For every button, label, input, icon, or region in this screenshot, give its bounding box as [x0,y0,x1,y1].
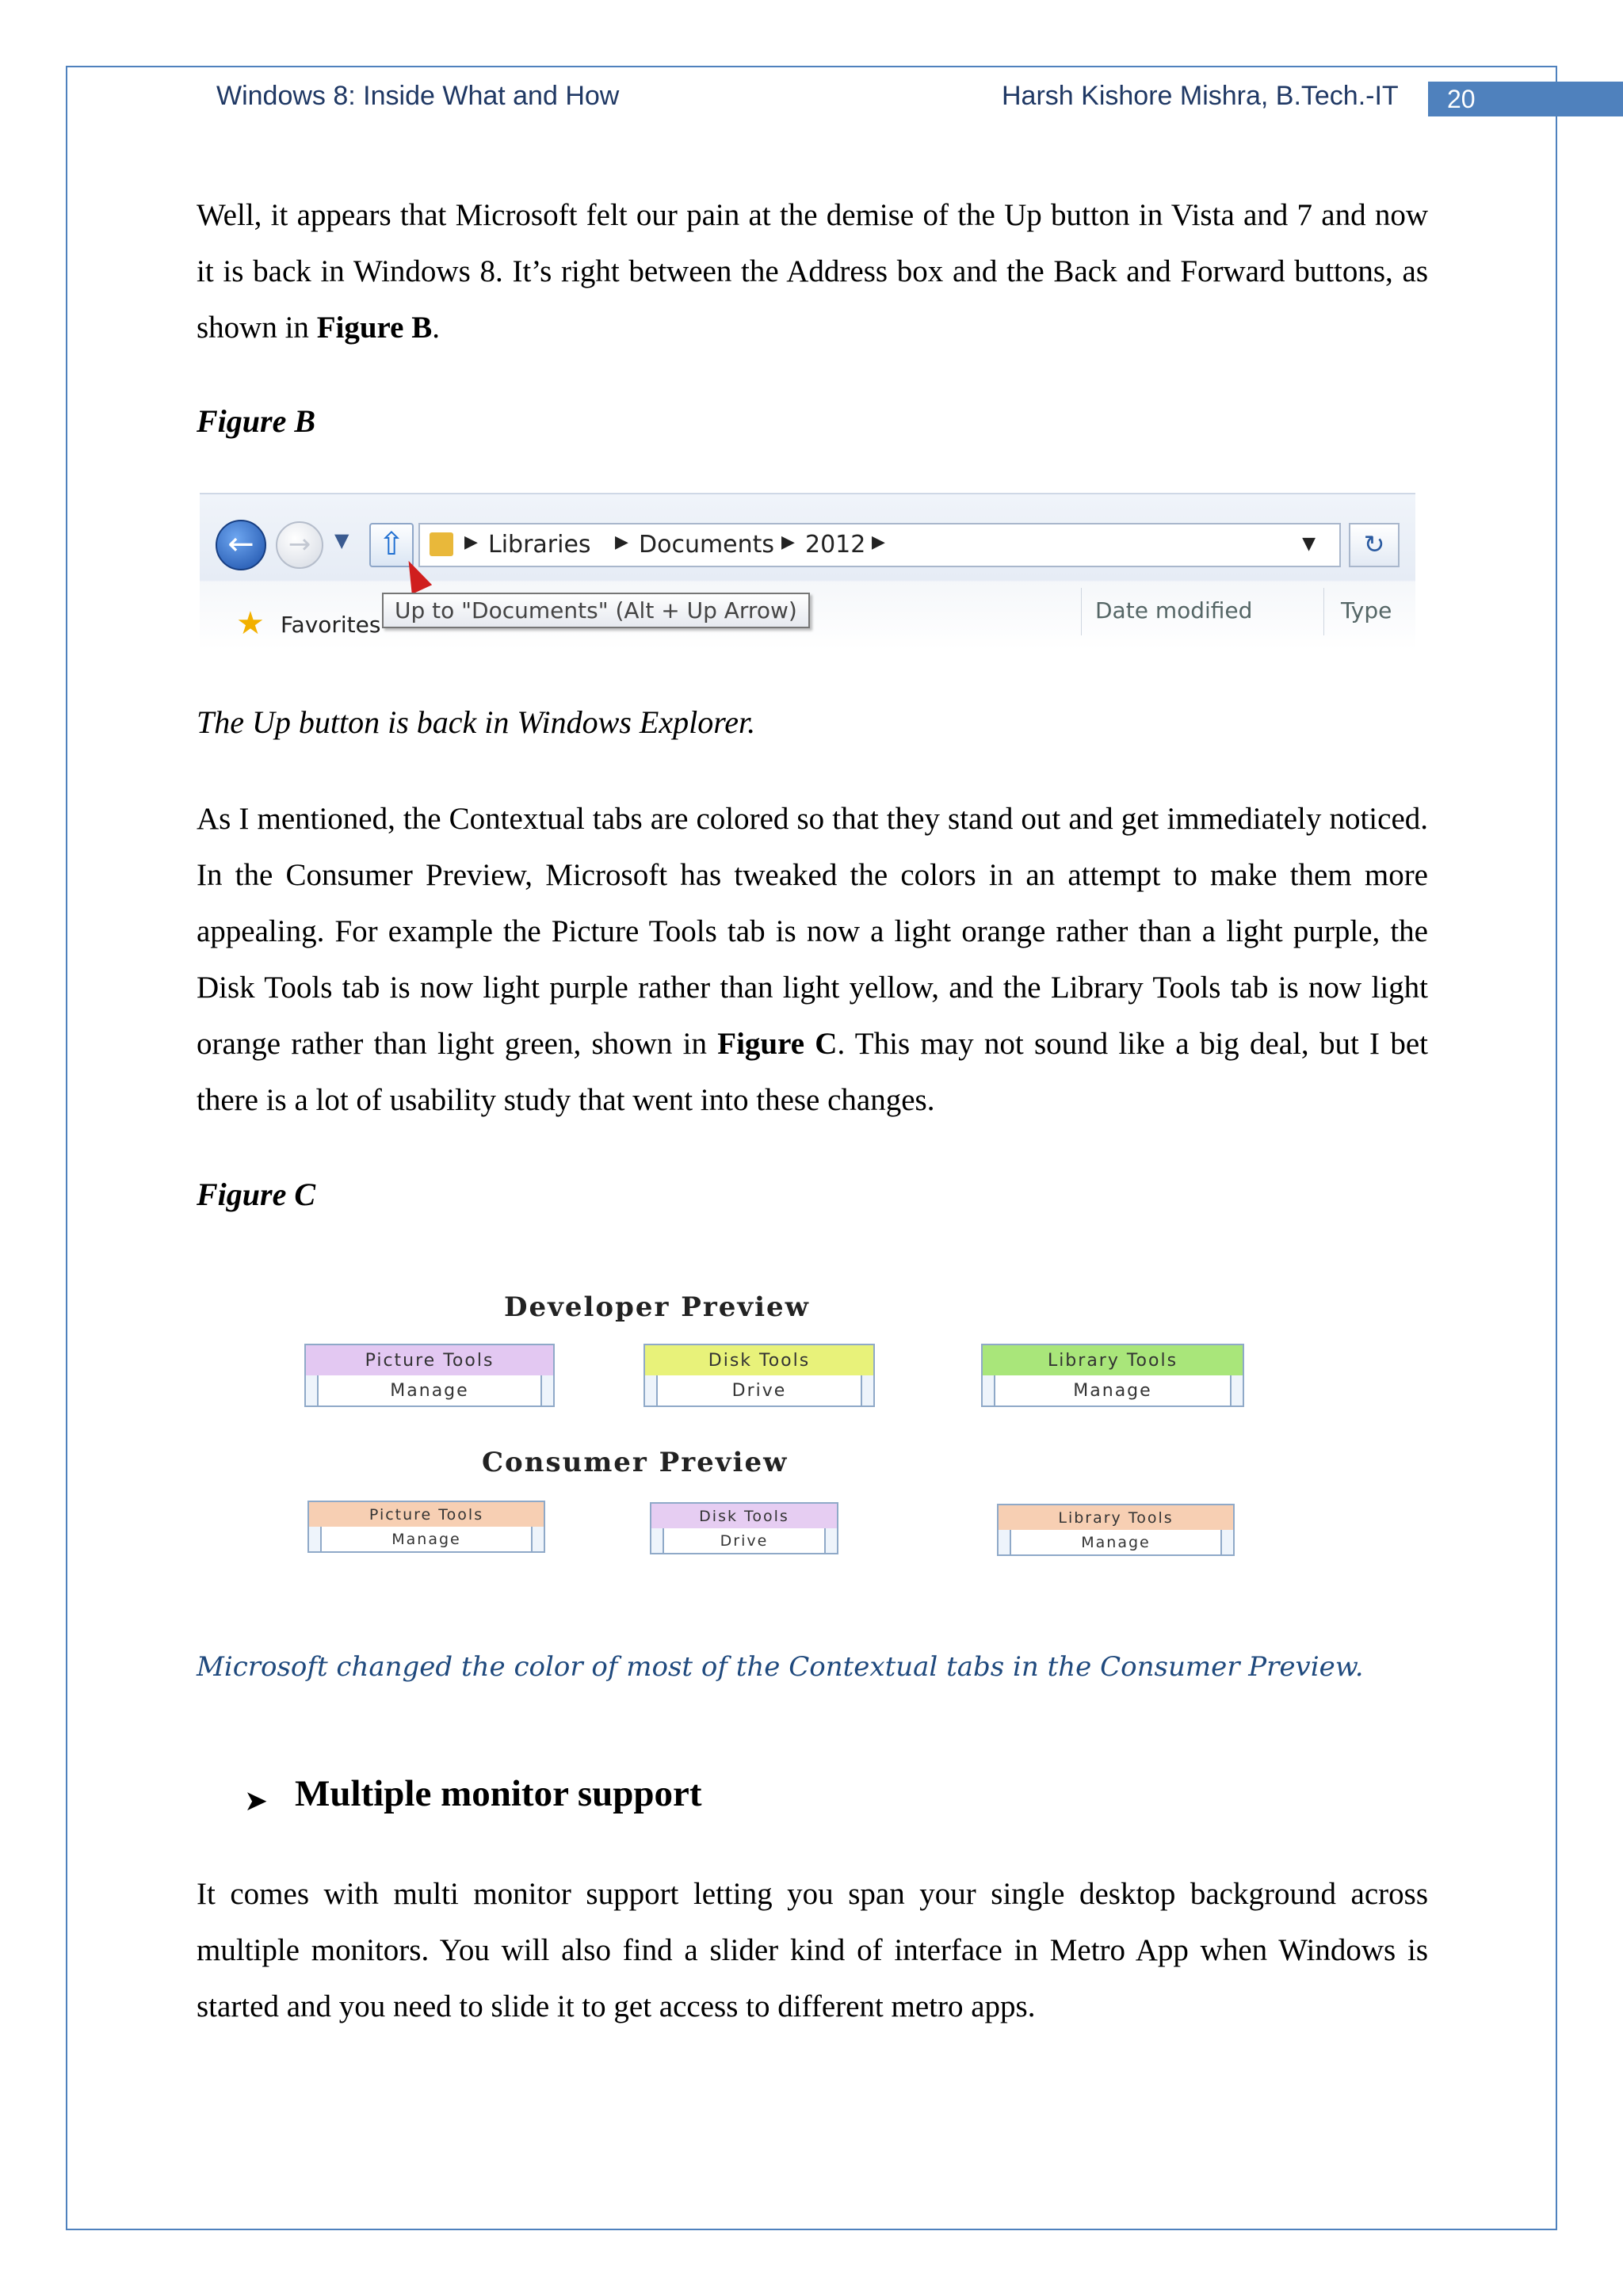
breadcrumb-libraries: Libraries [488,531,591,559]
folder-icon [430,532,453,556]
star-icon: ★ [236,605,265,642]
cons-picture-tools-tab [307,1501,545,1553]
figure-c-caption: Microsoft changed the color of most of the Contextual tabs in the Consumer Preview. [197,1651,1364,1683]
tab-title: Picture Tools [306,1345,553,1375]
figure-b-caption: The Up button is back in Windows Explorer. [197,704,756,740]
cons-disk-tools-tab [650,1502,838,1554]
tab-subtitle: Manage [317,1375,542,1405]
up-arrow-icon: ⇧ [369,523,414,567]
paragraph-contextual-tabs: As I mentioned, the Contextual tabs are colored so that they stand out and get immediately noticed. In the Consumer Preview, Microsoft has tweaked the colors in an attempt to make them more appealing. For example the Picture Tools tab is now a light orange rather than a light purple, the Disk Tools tab is now light purple rather than light yellow, and the Library Tools tab is now light orange rather than light green, shown in Figure C. This may not sound like a big deal, but I bet there is a lot of usability study that went into these changes. [197,802,1428,1117]
chevron-down-icon: ▼ [1302,534,1316,554]
tab-title: Picture Tools [309,1502,544,1527]
tab-subtitle: Drive [663,1528,826,1553]
figure-c-ref: Figure C [717,1027,838,1061]
column-date-modified: Date modified [1095,597,1253,624]
refresh-icon: ↻ [1349,523,1400,567]
tab-subtitle: Manage [1010,1530,1222,1554]
figure-b-label: Figure B [197,403,316,439]
breadcrumb-2012: 2012 [805,531,866,559]
breadcrumb-arrow-icon: ▶ [781,532,795,552]
developer-preview-title: Developer Preview [504,1291,810,1323]
column-divider [1323,588,1324,635]
dev-picture-tools-tab [304,1344,555,1407]
back-arrow-icon: ← [216,520,266,570]
breadcrumb-documents: Documents [639,531,775,559]
tab-title: Library Tools [999,1505,1233,1530]
paragraph-multi-monitor: It comes with multi monitor support letting you span your single desktop background across multiple monitors. You will also find a slider kind of interface in Metro App when Windows is started and you need to slide it to get access to different metro apps. [197,1877,1428,2023]
arrow-bullet-icon: ➤ [244,1785,269,1817]
column-type: Type [1341,597,1392,624]
address-box [418,523,1341,567]
column-divider [1081,588,1082,635]
tab-subtitle: Manage [320,1527,533,1551]
header-title: Windows 8: Inside What and How [216,81,620,111]
figure-c-label: Figure C [197,1177,316,1212]
tab-subtitle: Manage [994,1375,1232,1405]
breadcrumb-arrow-icon: ▶ [615,532,628,552]
dev-library-tools-tab [981,1344,1244,1407]
dev-disk-tools-tab [643,1344,875,1407]
page-number: 20 [1428,82,1623,116]
up-button-tooltip: Up to "Documents" (Alt + Up Arrow) [382,593,810,628]
header-author: Harsh Kishore Mishra, B.Tech.-IT [1002,81,1399,111]
figure-b-ref: Figure B [316,311,433,345]
forward-arrow-icon: → [276,521,323,569]
figure-b-explorer-bar [200,493,1415,650]
paragraph-up-button: Well, it appears that Microsoft felt our pain at the demise of the Up button in Vista and 7 and now it is back in Windows 8. It’s right between the Address box and the Back and Forward buttons, as shown in Figure B. [197,198,1428,345]
breadcrumb-arrow-icon: ▶ [872,532,885,552]
favorites-label: Favorites [281,612,381,638]
tab-subtitle: Drive [656,1375,862,1405]
tab-title: Disk Tools [651,1504,837,1528]
figure-c-tabs [285,1276,1316,1592]
cons-library-tools-tab [997,1504,1235,1556]
tab-title: Library Tools [983,1345,1243,1375]
tab-title: Disk Tools [645,1345,873,1375]
consumer-preview-title: Consumer Preview [482,1447,789,1478]
breadcrumb-arrow-icon: ▶ [464,532,478,552]
chevron-down-icon: ▼ [334,529,349,551]
section-heading: Multiple monitor support [295,1773,702,1814]
